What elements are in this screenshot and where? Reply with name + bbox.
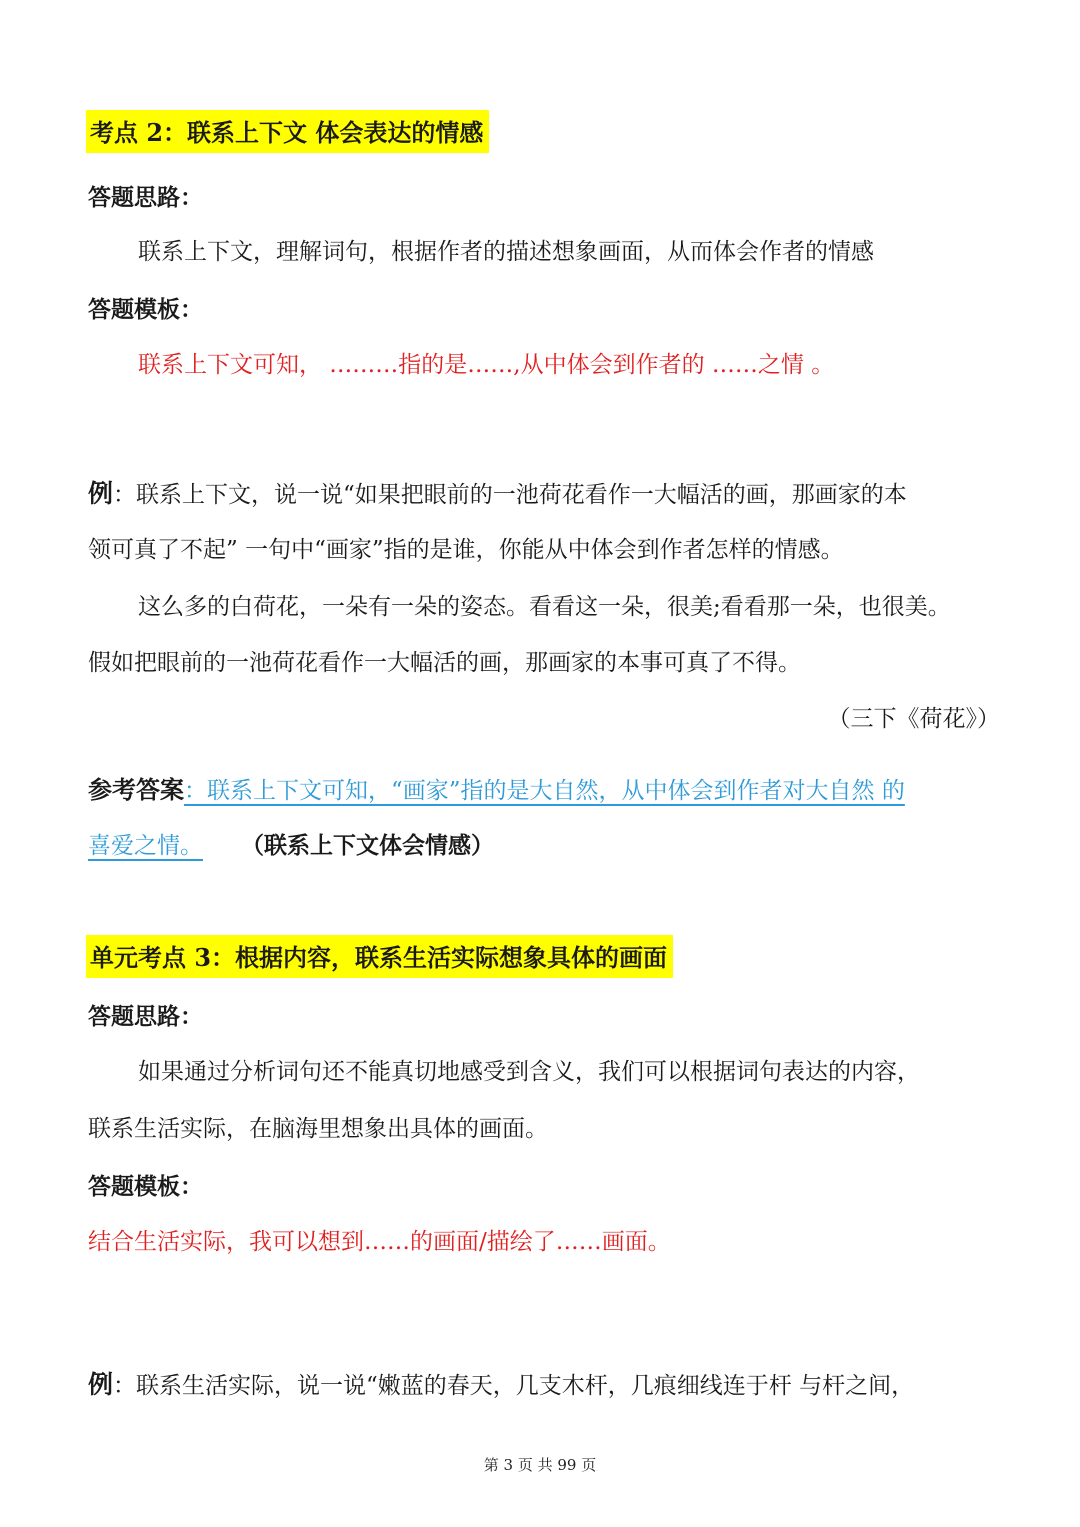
section3-approach-2: 联系生活实际，在脑海里想象出具体的画面。 bbox=[88, 1116, 548, 1142]
section3-template-label: 答题模板： bbox=[88, 1173, 203, 1200]
section3-title: 单元考点 3：根据内容，联系生活实际想象具体的画面 bbox=[86, 935, 673, 978]
section2-approach-text: 联系上下文，理解词句，根据作者的描述想象画面，从而体会作者的情感 bbox=[138, 239, 874, 265]
section2-passage-2: 假如把眼前的一池荷花看作一大幅活的画，那画家的本事可真了不得。 bbox=[88, 650, 801, 676]
section2-template-label: 答题模板： bbox=[88, 296, 203, 323]
example-mark: 例 bbox=[88, 1370, 114, 1399]
section2-passage-1: 这么多的白荷花，一朵有一朵的姿态。看看这一朵，很美;看看那一朵，也很美。 bbox=[138, 594, 951, 620]
answer-label: 参考答案 bbox=[88, 775, 184, 804]
example-question-text: ：联系生活实际，说一说“嫩蓝的春天，几支木杆，几痕细线连于杆 与杆之间， bbox=[113, 1373, 915, 1399]
section3-heading bbox=[86, 943, 673, 974]
example-mark: 例 bbox=[88, 479, 114, 508]
page-footer: 第 3 页 共 99 页 bbox=[483, 1456, 597, 1474]
section2-approach-label: 答题思路： bbox=[88, 184, 203, 211]
section2-template-text: 联系上下文可知， ………指的是……,从中体会到作者的 ……之情 。 bbox=[138, 352, 835, 378]
section2-heading bbox=[86, 118, 489, 149]
section2-answer-2 bbox=[88, 831, 494, 861]
answer-text-2: 喜爱之情。 bbox=[88, 833, 203, 859]
section2-example-question-1 bbox=[88, 479, 907, 510]
section2-example-question-2: 领可真了不起” 一句中“画家”指的是谁，你能从中体会到作者怎样的情感。 bbox=[88, 537, 844, 563]
answer-note: （联系上下文体会情感） bbox=[241, 832, 494, 859]
section3-approach-1: 如果通过分析词句还不能真切地感受到含义，我们可以根据词句表达的内容， bbox=[138, 1059, 920, 1085]
section3-template-text: 结合生活实际，我可以想到……的画面/描绘了……画面。 bbox=[88, 1229, 671, 1255]
section2-source: （三下《荷花》） bbox=[827, 706, 1000, 732]
section2-title: 考点 2：联系上下文 体会表达的情感 bbox=[86, 110, 489, 153]
section3-approach-label: 答题思路： bbox=[88, 1003, 203, 1030]
answer-text-1: ：联系上下文可知，“画家”指的是大自然，从中体会到作者对大自然 的 bbox=[184, 778, 905, 804]
example-question-text: ：联系上下文，说一说“如果把眼前的一池荷花看作一大幅活的画，那画家的本 bbox=[113, 482, 907, 508]
section2-answer-1 bbox=[88, 775, 905, 806]
section3-example-question-1 bbox=[88, 1370, 914, 1401]
